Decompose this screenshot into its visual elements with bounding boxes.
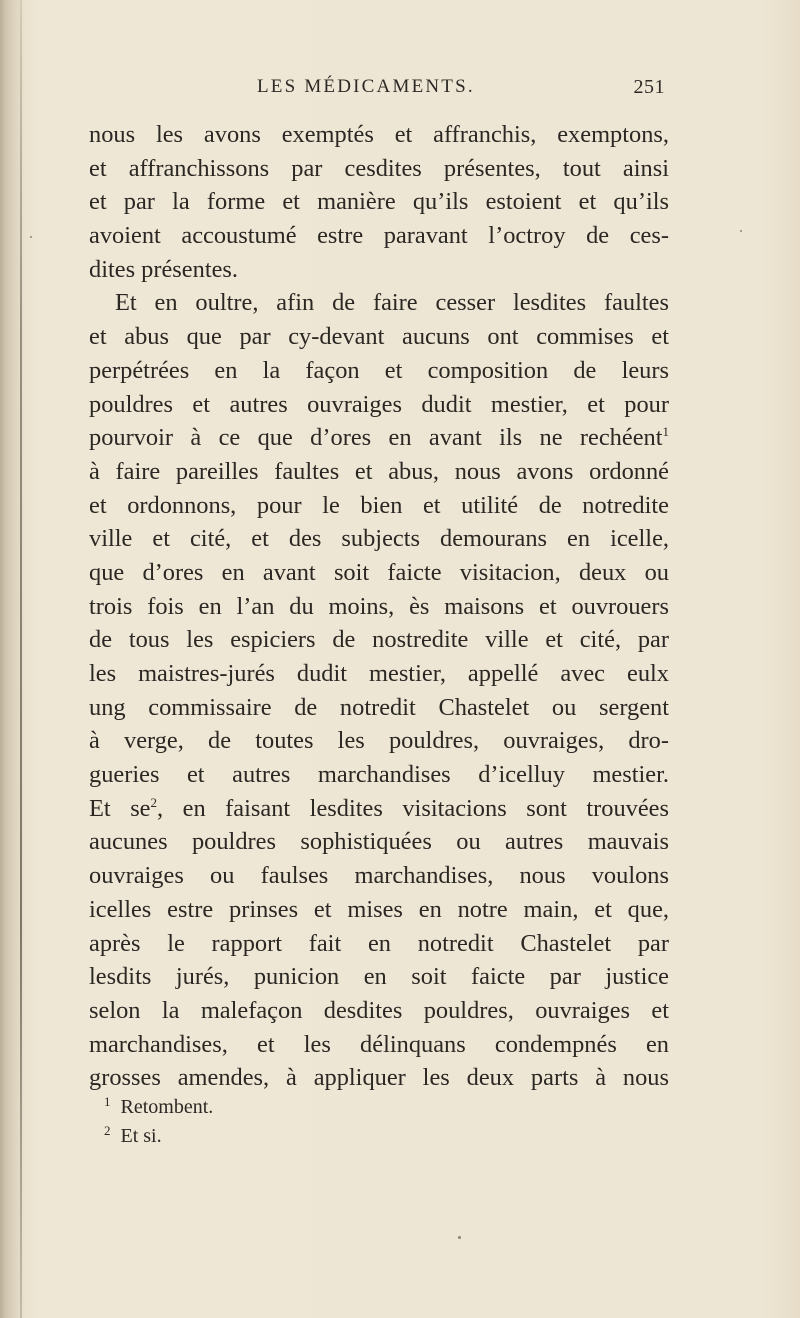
text-line: pouldres et autres ouvraiges dudit mestier, et pour (89, 390, 669, 418)
text-line: à verge, de toutes les pouldres, ouvraiges, dro- (89, 727, 669, 755)
footnote-2 (104, 1122, 213, 1151)
text-line: ville et cité, et des subjects demourans en icelle, (89, 525, 669, 553)
footnote-1 (104, 1093, 213, 1122)
paper-speck (458, 1236, 461, 1239)
text-line: gueries et autres marchandises d’icelluy mestier. (89, 761, 669, 789)
text-line: nous les avons exemptés et affranchis, exemptons, (89, 121, 669, 148)
paper-speck (30, 236, 32, 238)
page-number: 251 (633, 76, 665, 98)
footnote-marker: 1 (104, 1094, 111, 1109)
text-line: ung commissaire de notredit Chastelet ou sergent (89, 693, 669, 721)
text-line: et par la forme et manière qu’ils estoient et qu’ils (89, 188, 669, 216)
footnote-ref-2: 2 (150, 794, 158, 810)
text-line: et affranchissons par cesdites présentes, tout ainsi (89, 154, 669, 182)
text-line: avoient accoustumé estre paravant l’octroy de ces- (89, 222, 669, 250)
text-segment: Et se (89, 794, 151, 822)
text-line: ouvraiges ou faulses marchandises, nous voulons (89, 862, 669, 890)
text-line: selon la malefaçon desdites pouldres, ouvraiges et (89, 996, 669, 1024)
footnote-text: Retombent. (120, 1096, 214, 1118)
text-line: icelles estre prinses et mises en notre main, et que, (89, 895, 669, 923)
text-line: après le rapport fait en notredit Chastelet par (89, 929, 669, 957)
text-line: de tous les espiciers de nostredite ville et cité, par (89, 626, 669, 654)
paper-speck (740, 230, 742, 232)
text-line: aucunes pouldres sophistiquées ou autres mauvais (89, 828, 669, 856)
footnotes (104, 1093, 213, 1151)
text-line: que d’ores en avant soit faicte visitacion, deux ou (89, 558, 669, 586)
footnote-ref-1: 1 (662, 424, 669, 440)
text-line: les maistres-jurés dudit mestier, appellé avec eulx (89, 660, 669, 687)
text-line-with-footnote (89, 792, 669, 826)
text-segment: , en faisant lesdites visitacions sont trouvées (157, 794, 669, 822)
text-line: grosses amendes, à appliquer les deux parts à nous (89, 1064, 669, 1092)
page-header (89, 76, 665, 100)
running-title: LES MÉDICAMENTS. (257, 76, 475, 97)
text-line: et ordonnons, pour le bien et utilité de notredite (89, 491, 669, 519)
text-line: à faire pareilles faultes et abus, nous avons ordonné (89, 457, 669, 485)
text-line-with-footnote (89, 421, 669, 455)
text-line: et abus que par cy-devant aucuns ont commises et (89, 323, 669, 351)
footnote-marker: 2 (104, 1123, 111, 1138)
text-line: lesdits jurés, punicion en soit faicte par justice (89, 963, 669, 991)
text-line: dites présentes. (89, 255, 239, 283)
text-line: trois fois en l’an du moins, ès maisons et ouvrouers (89, 592, 669, 620)
text-line: Et en oultre, afin de faire cesser lesdites faultes (115, 289, 669, 317)
text-segment: pourvoir à ce que d’ores en avant ils ne rechéent (89, 424, 663, 452)
body-text (89, 118, 669, 1095)
binding-edge-line (20, 0, 22, 1318)
footnote-text: Et si. (120, 1125, 162, 1147)
text-line: perpétrées en la façon et composition de leurs (89, 356, 669, 384)
text-line: marchandises, et les délinquans condempnés en (89, 1030, 669, 1058)
